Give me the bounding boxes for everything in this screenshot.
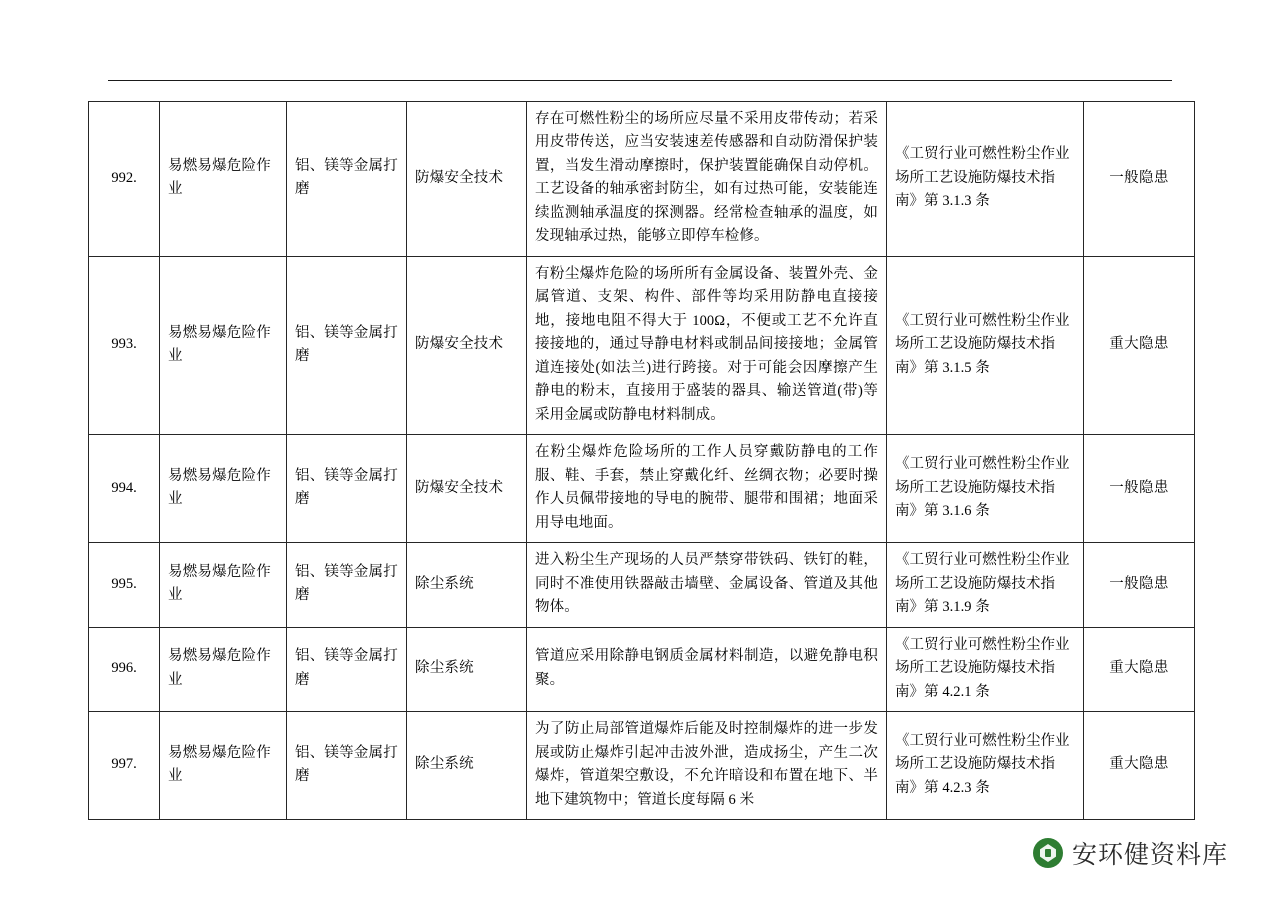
row-number: 992. xyxy=(89,102,160,257)
row-process: 铝、镁等金属打磨 xyxy=(287,435,407,543)
row-process: 铝、镁等金属打磨 xyxy=(287,102,407,257)
row-description: 进入粉尘生产现场的人员严禁穿带铁码、铁钉的鞋，同时不准使用铁器敲击墙壁、金属设备、管道及其他物体。 xyxy=(527,543,887,627)
row-type: 除尘系统 xyxy=(407,712,527,820)
row-type: 防爆安全技术 xyxy=(407,256,527,434)
row-category: 易燃易爆危险作业 xyxy=(160,627,287,711)
row-process: 铝、镁等金属打磨 xyxy=(287,543,407,627)
row-reference: 《工贸行业可燃性粉尘作业场所工艺设施防爆技术指南》第 3.1.5 条 xyxy=(887,256,1084,434)
row-description: 在粉尘爆炸危险场所的工作人员穿戴防静电的工作服、鞋、手套，禁止穿戴化纤、丝绸衣物；必要时操作人员佩带接地的导电的腕带、腿带和围裙；地面采用导电地面。 xyxy=(527,435,887,543)
row-level: 重大隐患 xyxy=(1084,256,1195,434)
table-row xyxy=(89,712,1195,820)
row-number: 996. xyxy=(89,627,160,711)
table-row xyxy=(89,435,1195,543)
table-row xyxy=(89,102,1195,257)
row-process: 铝、镁等金属打磨 xyxy=(287,256,407,434)
row-category: 易燃易爆危险作业 xyxy=(160,102,287,257)
row-category: 易燃易爆危险作业 xyxy=(160,543,287,627)
row-reference: 《工贸行业可燃性粉尘作业场所工艺设施防爆技术指南》第 3.1.9 条 xyxy=(887,543,1084,627)
row-reference: 《工贸行业可燃性粉尘作业场所工艺设施防爆技术指南》第 4.2.1 条 xyxy=(887,627,1084,711)
hazard-table xyxy=(88,101,1195,820)
row-description: 有粉尘爆炸危险的场所所有金属设备、装置外壳、金属管道、支架、构件、部件等均采用防静电直接接地，接地电阻不得大于 100Ω，不便或工艺不允许直接接地的，通过导静电材料或制品间接接地；金属管道连接处(如法兰)进行跨接。对于可能会因摩擦产生静电的粉末，直接用于盛装的器具、输送管道(带)等采用金属或防静电材料制成。 xyxy=(527,256,887,434)
row-description: 为了防止局部管道爆炸后能及时控制爆炸的进一步发展或防止爆炸引起冲击波外泄，造成扬尘，产生二次爆炸，管道架空敷设，不允许暗设和布置在地下、半地下建筑物中；管道长度每隔 6 米 xyxy=(527,712,887,820)
table-row xyxy=(89,627,1195,711)
row-reference: 《工贸行业可燃性粉尘作业场所工艺设施防爆技术指南》第 4.2.3 条 xyxy=(887,712,1084,820)
row-type: 除尘系统 xyxy=(407,543,527,627)
row-type: 除尘系统 xyxy=(407,627,527,711)
row-reference: 《工贸行业可燃性粉尘作业场所工艺设施防爆技术指南》第 3.1.6 条 xyxy=(887,435,1084,543)
row-category: 易燃易爆危险作业 xyxy=(160,435,287,543)
row-level: 一般隐患 xyxy=(1084,102,1195,257)
row-category: 易燃易爆危险作业 xyxy=(160,712,287,820)
row-number: 994. xyxy=(89,435,160,543)
row-category: 易燃易爆危险作业 xyxy=(160,256,287,434)
row-level: 重大隐患 xyxy=(1084,627,1195,711)
row-number: 995. xyxy=(89,543,160,627)
row-process: 铝、镁等金属打磨 xyxy=(287,712,407,820)
row-number: 993. xyxy=(89,256,160,434)
row-type: 防爆安全技术 xyxy=(407,435,527,543)
row-number: 997. xyxy=(89,712,160,820)
header-rule xyxy=(108,80,1172,81)
watermark-text: 安环健资料库 xyxy=(1071,842,1228,869)
row-reference: 《工贸行业可燃性粉尘作业场所工艺设施防爆技术指南》第 3.1.3 条 xyxy=(887,102,1084,257)
row-description: 存在可燃性粉尘的场所应尽量不采用皮带传动；若采用皮带传送，应当安装速差传感器和自动防滑保护装置，当发生滑动摩擦时，保护装置能确保自动停机。工艺设备的轴承密封防尘，如有过热可能，安装能连续监测轴承温度的探测器。经常检查轴承的温度，如发现轴承过热，能够立即停车检修。 xyxy=(527,102,887,257)
row-level: 一般隐患 xyxy=(1084,435,1195,543)
row-level: 重大隐患 xyxy=(1084,712,1195,820)
row-process: 铝、镁等金属打磨 xyxy=(287,627,407,711)
watermark xyxy=(1033,835,1228,871)
table-row xyxy=(89,256,1195,434)
row-description: 管道应采用除静电钢质金属材料制造，以避免静电积聚。 xyxy=(527,627,887,711)
table-row xyxy=(89,543,1195,627)
row-level: 一般隐患 xyxy=(1084,543,1195,627)
row-type: 防爆安全技术 xyxy=(407,102,527,257)
shield-logo-icon xyxy=(1033,838,1063,868)
